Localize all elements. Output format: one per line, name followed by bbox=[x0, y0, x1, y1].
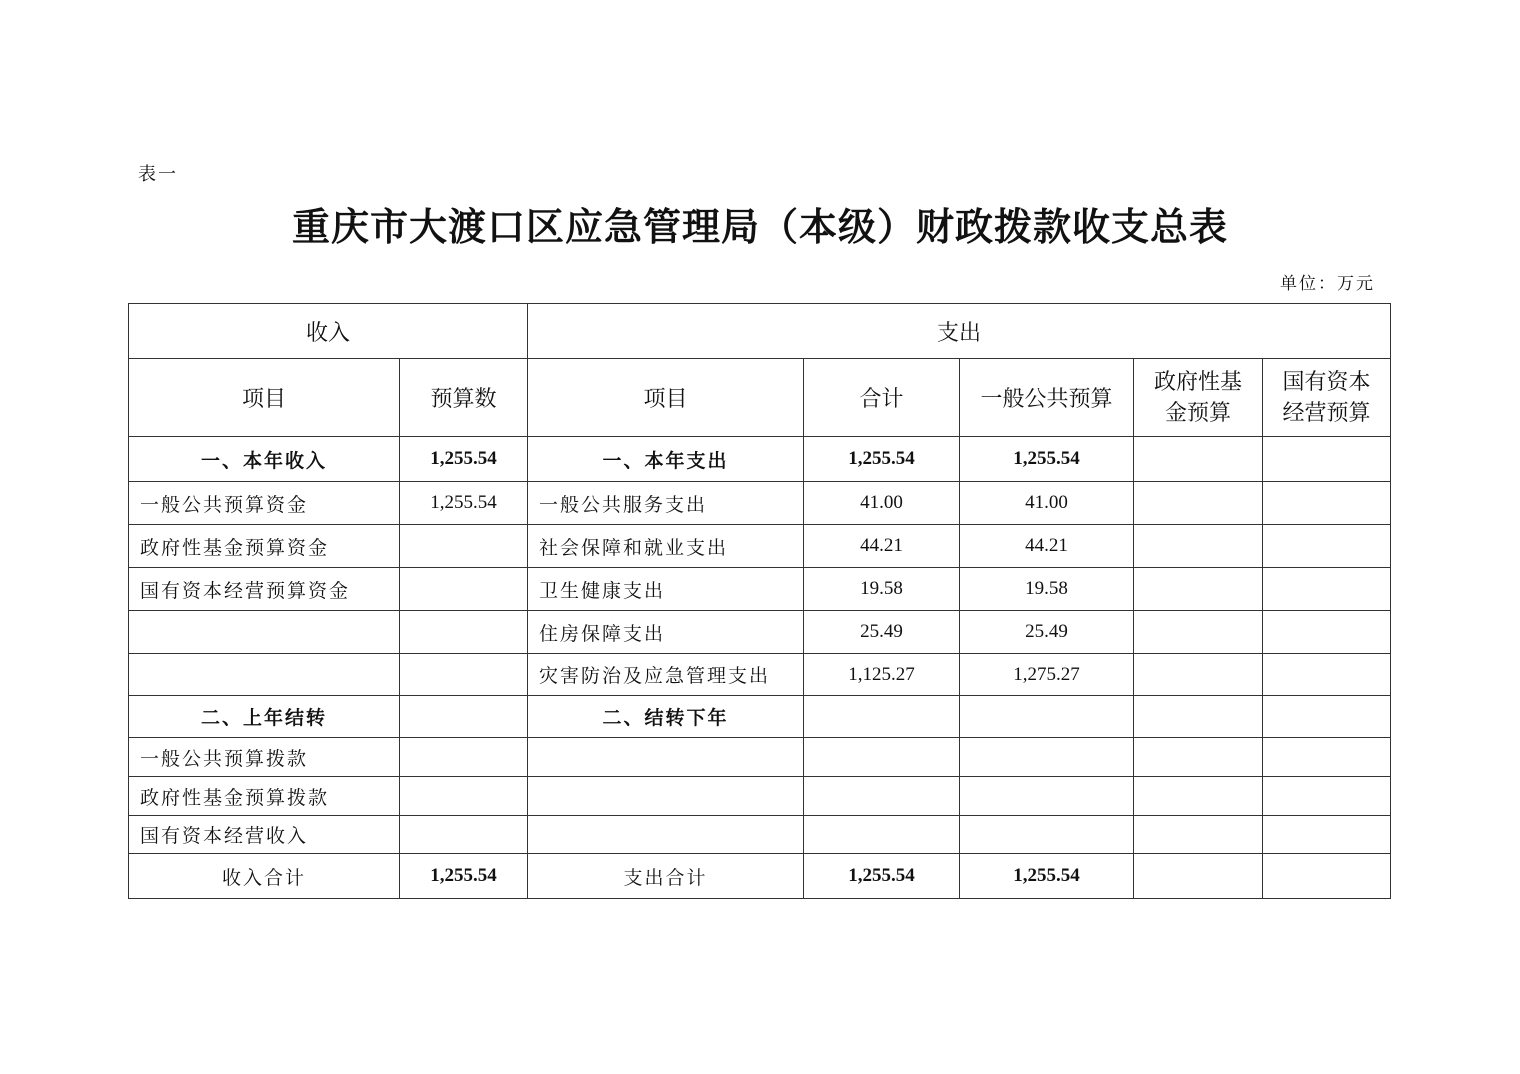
general-budget: 41.00 bbox=[960, 482, 1134, 525]
state-capital bbox=[1263, 611, 1391, 654]
general-budget bbox=[960, 777, 1134, 816]
gov-fund bbox=[1134, 482, 1263, 525]
expense-item: 二、结转下年 bbox=[528, 696, 804, 738]
general-budget bbox=[960, 816, 1134, 854]
gov-fund bbox=[1134, 816, 1263, 854]
totals-row bbox=[129, 854, 1391, 899]
table-row bbox=[129, 738, 1391, 777]
expense-total: 1,255.54 bbox=[804, 437, 960, 482]
expense-total bbox=[804, 777, 960, 816]
gov-fund bbox=[1134, 568, 1263, 611]
expense-item bbox=[528, 777, 804, 816]
expense-item bbox=[528, 816, 804, 854]
expense-item: 一般公共服务支出 bbox=[528, 482, 804, 525]
state-capital bbox=[1263, 437, 1391, 482]
header-row-2 bbox=[129, 359, 1391, 437]
income-item: 国有资本经营预算资金 bbox=[129, 568, 400, 611]
income-budget bbox=[400, 816, 528, 854]
gov-fund bbox=[1134, 738, 1263, 777]
general-budget: 19.58 bbox=[960, 568, 1134, 611]
expense-item: 灾害防治及应急管理支出 bbox=[528, 654, 804, 696]
table-row bbox=[129, 696, 1391, 738]
general-budget bbox=[960, 738, 1134, 777]
gov-fund bbox=[1134, 654, 1263, 696]
expense-total: 44.21 bbox=[804, 525, 960, 568]
income-budget: 1,255.54 bbox=[400, 482, 528, 525]
state-capital bbox=[1263, 696, 1391, 738]
table-row bbox=[129, 437, 1391, 482]
expense-total: 41.00 bbox=[804, 482, 960, 525]
expense-total-header: 合计 bbox=[804, 359, 960, 437]
gov-fund bbox=[1134, 777, 1263, 816]
income-budget: 1,255.54 bbox=[400, 854, 528, 899]
state-capital-header bbox=[1263, 359, 1391, 437]
gov-fund bbox=[1134, 437, 1263, 482]
income-budget bbox=[400, 654, 528, 696]
expense-item: 社会保障和就业支出 bbox=[528, 525, 804, 568]
table-row bbox=[129, 777, 1391, 816]
income-item: 一、本年收入 bbox=[129, 437, 400, 482]
expense-item: 卫生健康支出 bbox=[528, 568, 804, 611]
gov-fund-header-line1: 政府性基 bbox=[1154, 369, 1243, 395]
expense-total: 1,255.54 bbox=[804, 854, 960, 899]
expense-item-header: 项目 bbox=[528, 359, 804, 437]
expense-total-label: 支出合计 bbox=[528, 854, 804, 899]
expense-total: 1,125.27 bbox=[804, 654, 960, 696]
gov-fund bbox=[1134, 854, 1263, 899]
state-capital-header-line1: 国有资本 bbox=[1282, 369, 1371, 395]
general-budget: 1,255.54 bbox=[960, 437, 1134, 482]
header-row-1 bbox=[129, 304, 1391, 359]
income-budget bbox=[400, 525, 528, 568]
expense-item: 住房保障支出 bbox=[528, 611, 804, 654]
expense-total: 25.49 bbox=[804, 611, 960, 654]
income-item bbox=[129, 654, 400, 696]
state-capital bbox=[1263, 525, 1391, 568]
expense-total bbox=[804, 738, 960, 777]
income-budget: 1,255.54 bbox=[400, 437, 528, 482]
expense-item bbox=[528, 738, 804, 777]
state-capital bbox=[1263, 568, 1391, 611]
income-item bbox=[129, 611, 400, 654]
state-capital-header-line2: 经营预算 bbox=[1282, 400, 1371, 426]
gov-fund bbox=[1134, 696, 1263, 738]
income-budget bbox=[400, 738, 528, 777]
expense-total: 19.58 bbox=[804, 568, 960, 611]
general-budget: 1,275.27 bbox=[960, 654, 1134, 696]
table-row bbox=[129, 525, 1391, 568]
general-budget bbox=[960, 696, 1134, 738]
expense-total bbox=[804, 696, 960, 738]
income-budget-header: 预算数 bbox=[400, 359, 528, 437]
general-budget: 25.49 bbox=[960, 611, 1134, 654]
expense-item: 一、本年支出 bbox=[528, 437, 804, 482]
income-header: 收入 bbox=[129, 304, 528, 359]
state-capital bbox=[1263, 654, 1391, 696]
income-item: 国有资本经营收入 bbox=[129, 816, 400, 854]
income-item: 政府性基金预算资金 bbox=[129, 525, 400, 568]
table-row bbox=[129, 482, 1391, 525]
unit-label: 单位：万元 bbox=[1280, 274, 1375, 294]
income-budget bbox=[400, 568, 528, 611]
income-budget bbox=[400, 696, 528, 738]
general-budget-header: 一般公共预算 bbox=[960, 359, 1134, 437]
document-title: 重庆市大渡口区应急管理局（本级）财政拨款收支总表 bbox=[291, 204, 1228, 249]
fiscal-summary-table bbox=[128, 303, 1391, 899]
state-capital bbox=[1263, 854, 1391, 899]
state-capital bbox=[1263, 816, 1391, 854]
state-capital bbox=[1263, 738, 1391, 777]
income-item: 一般公共预算资金 bbox=[129, 482, 400, 525]
state-capital bbox=[1263, 777, 1391, 816]
general-budget: 1,255.54 bbox=[960, 854, 1134, 899]
income-budget bbox=[400, 777, 528, 816]
gov-fund bbox=[1134, 611, 1263, 654]
table-row bbox=[129, 611, 1391, 654]
state-capital bbox=[1263, 482, 1391, 525]
income-budget bbox=[400, 611, 528, 654]
income-item: 一般公共预算拨款 bbox=[129, 738, 400, 777]
table-row bbox=[129, 654, 1391, 696]
gov-fund bbox=[1134, 525, 1263, 568]
income-item: 二、上年结转 bbox=[129, 696, 400, 738]
gov-fund-header-line2: 金预算 bbox=[1165, 400, 1232, 426]
table-number: 表一 bbox=[138, 164, 178, 185]
gov-fund-header bbox=[1134, 359, 1263, 437]
income-item: 政府性基金预算拨款 bbox=[129, 777, 400, 816]
income-item-header: 项目 bbox=[129, 359, 400, 437]
expense-header: 支出 bbox=[528, 304, 1391, 359]
table-row bbox=[129, 568, 1391, 611]
income-total-label: 收入合计 bbox=[129, 854, 400, 899]
general-budget: 44.21 bbox=[960, 525, 1134, 568]
table-row bbox=[129, 816, 1391, 854]
expense-total bbox=[804, 816, 960, 854]
